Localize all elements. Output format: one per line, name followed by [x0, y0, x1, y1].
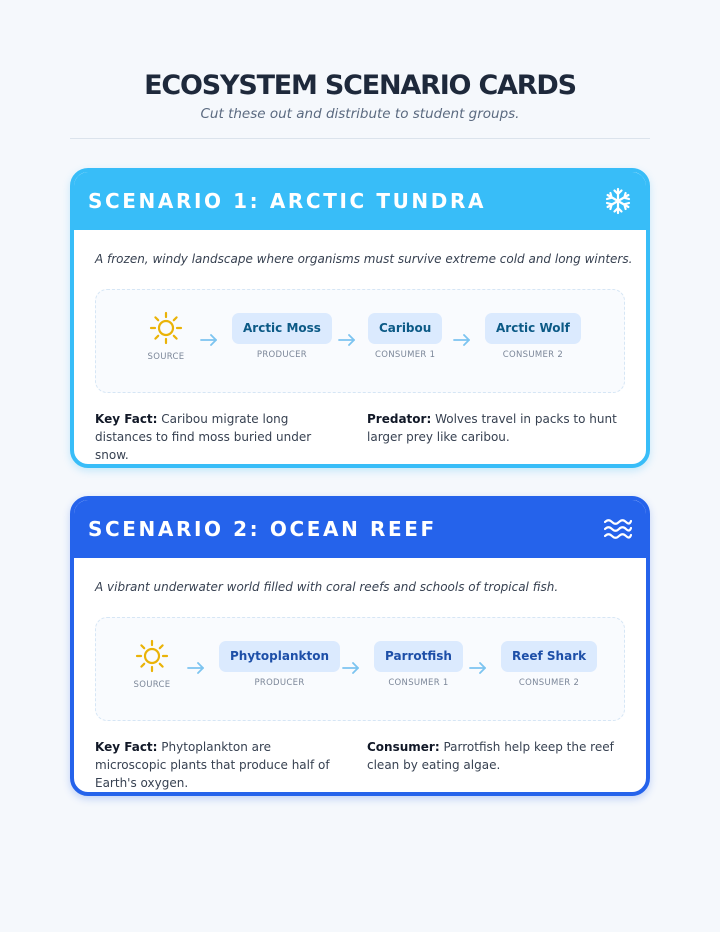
node-name: Phytoplankton	[219, 641, 340, 672]
fact-label: Key Fact:	[95, 740, 158, 754]
header-divider	[70, 138, 650, 139]
key-fact	[95, 410, 345, 464]
node-name: Parrotfish	[374, 641, 463, 672]
fact-label: Predator:	[367, 412, 432, 426]
card-title: SCENARIO 1: ARCTIC TUNDRA	[88, 189, 487, 213]
fact-label: Consumer:	[367, 740, 440, 754]
arrow-icon	[200, 334, 218, 346]
fact-text: Phytoplankton are microscopic plants that produce half of Earth's oxygen.	[95, 740, 330, 790]
source-node	[122, 638, 182, 690]
card-header	[74, 172, 646, 230]
page-title: ECOSYSTEM SCENARIO CARDS	[144, 70, 576, 101]
waves-icon	[604, 515, 632, 543]
card-description: A frozen, windy landscape where organisms must survive extreme cold and long winters.	[95, 252, 633, 266]
arrow-icon	[187, 662, 205, 674]
fact-text: Caribou migrate long distances to find moss buried under snow.	[95, 412, 312, 462]
node-name: Arctic Wolf	[485, 313, 581, 344]
snowflake-icon	[604, 187, 632, 215]
card-header	[74, 500, 646, 558]
page-subtitle: Cut these out and distribute to student groups.	[200, 106, 520, 122]
card-title: SCENARIO 2: OCEAN REEF	[88, 517, 437, 541]
card-description: A vibrant underwater world filled with coral reefs and schools of tropical fish.	[95, 580, 559, 594]
fact-label: Key Fact:	[95, 412, 158, 426]
fact-text: Parrotfish help keep the reef clean by eating algae.	[367, 740, 614, 772]
food-chain	[95, 617, 625, 721]
chain-node-producer	[219, 641, 340, 688]
sun-icon	[134, 638, 170, 674]
arrow-icon	[342, 662, 360, 674]
predator-fact	[367, 410, 617, 446]
chain-node-consumer-2	[485, 313, 581, 360]
source-label: SOURCE	[133, 680, 171, 690]
node-role: CONSUMER 1	[374, 350, 436, 360]
arrow-icon	[453, 334, 471, 346]
chain-node-producer	[232, 313, 332, 360]
node-name: Reef Shark	[501, 641, 597, 672]
source-node	[136, 310, 196, 362]
scenario-card-arctic-tundra	[70, 168, 650, 468]
key-fact	[95, 738, 345, 792]
food-chain	[95, 289, 625, 393]
arrow-icon	[469, 662, 487, 674]
node-role: CONSUMER 2	[502, 350, 564, 360]
node-role: PRODUCER	[254, 678, 305, 688]
node-role: PRODUCER	[256, 350, 308, 360]
chain-node-consumer-1	[368, 313, 442, 360]
page-header	[0, 68, 720, 124]
fact-text: Wolves travel in packs to hunt larger prey like caribou.	[367, 412, 617, 444]
node-name: Arctic Moss	[232, 313, 332, 344]
node-role: CONSUMER 1	[388, 678, 449, 688]
source-label: SOURCE	[147, 352, 185, 362]
sun-icon	[148, 310, 184, 346]
chain-node-consumer-1	[374, 641, 463, 688]
arrow-icon	[338, 334, 356, 346]
scenario-card-ocean-reef	[70, 496, 650, 796]
chain-node-consumer-2	[501, 641, 597, 688]
node-role: CONSUMER 2	[518, 678, 580, 688]
consumer-fact	[367, 738, 617, 774]
node-name: Caribou	[368, 313, 442, 344]
